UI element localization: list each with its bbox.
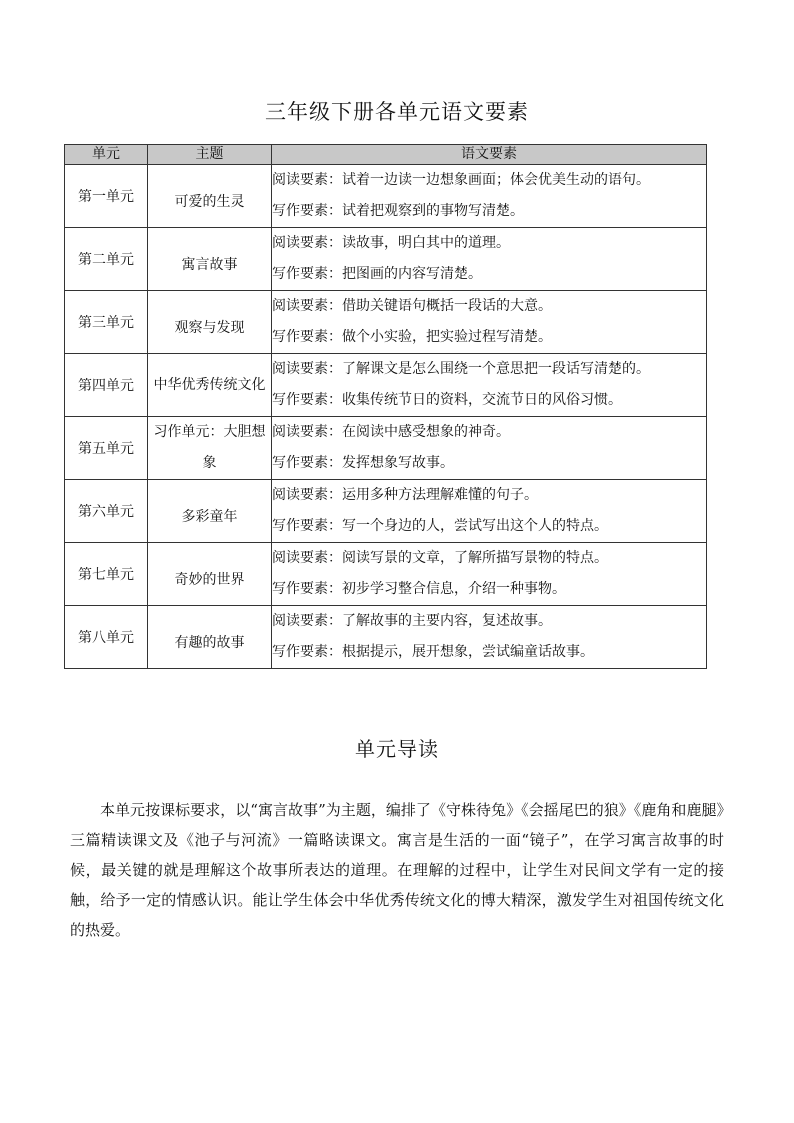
table-row (65, 417, 707, 480)
unit-theme-cell (148, 354, 272, 417)
unit-theme-cell (148, 228, 272, 291)
reading-requirement: 阅读要素：借助关键语句概括一段话的大意。 (272, 298, 552, 314)
table-row (65, 543, 707, 606)
table-row (65, 480, 707, 543)
unit-theme: 奇妙的世界 (174, 572, 245, 588)
unit-name: 第八单元 (65, 606, 148, 669)
writing-requirement: 写作要素：发挥想象写故事。 (272, 455, 454, 471)
unit-elements-cell (272, 228, 707, 291)
unit-name: 第七单元 (65, 543, 148, 606)
header-unit: 单元 (65, 145, 148, 165)
reading-requirement: 阅读要素：了解故事的主要内容，复述故事。 (272, 613, 552, 629)
unit-elements-cell (272, 165, 707, 228)
unit-elements-cell (272, 291, 707, 354)
unit-name: 第五单元 (65, 417, 148, 480)
unit-theme-cell (148, 291, 272, 354)
unit-theme: 中华优秀传统文化 (153, 376, 266, 393)
reading-requirement: 阅读要素：读故事，明白其中的道理。 (272, 235, 510, 251)
unit-theme-cell (148, 543, 272, 606)
unit-elements-cell (272, 543, 707, 606)
reading-requirement: 阅读要素：阅读写景的文章，了解所描写景物的特点。 (272, 550, 608, 566)
unit-theme: 有趣的故事 (174, 635, 245, 651)
unit-elements-cell (272, 606, 707, 669)
writing-requirement: 写作要素：初步学习整合信息，介绍一种事物。 (272, 581, 566, 597)
unit-theme: 寓言故事 (181, 257, 238, 273)
table-row (65, 165, 707, 228)
unit-elements-table (64, 144, 707, 669)
unit-theme: 习作单元：大胆想象 (153, 424, 266, 471)
table-row (65, 291, 707, 354)
unit-theme: 观察与发现 (174, 320, 245, 336)
unit-theme-cell (148, 165, 272, 228)
unit-elements-cell (272, 480, 707, 543)
writing-requirement: 写作要素：试着把观察到的事物写清楚。 (272, 203, 524, 219)
unit-theme-cell (148, 606, 272, 669)
header-theme: 主题 (148, 145, 272, 165)
unit-name: 第六单元 (65, 480, 148, 543)
reading-requirement: 阅读要素：运用多种方法理解难懂的句子。 (272, 487, 538, 503)
unit-theme-cell (148, 417, 272, 480)
unit-theme-cell (148, 480, 272, 543)
table-row (65, 606, 707, 669)
reading-requirement: 阅读要素：在阅读中感受想象的神奇。 (272, 424, 510, 440)
table-row (65, 354, 707, 417)
header-elements: 语文要素 (272, 145, 707, 165)
unit-elements-cell (272, 354, 707, 417)
intro-paragraph: 本单元按课标要求，以“寓言故事”为主题，编排了《守株待兔》《会摇尾巴的狼》《鹿角和鹿腿》三篇精读课文及《池子与河流》一篇略读课文。寓言是生活的一面“镜子”，在学习寓言故事的时候，最关键的就是理解这个故事所表达的道理。在理解的过程中，让学生对民间文学有一定的接触，给予一定的情感认识。能让学生体会中华优秀传统文化的博大精深，激发学生对祖国传统文化的热爱。 (70, 801, 724, 939)
writing-requirement: 写作要素：写一个身边的人，尝试写出这个人的特点。 (272, 518, 608, 534)
table-body (65, 165, 707, 669)
unit-name: 第一单元 (65, 165, 148, 228)
table-row (65, 228, 707, 291)
unit-name: 第二单元 (65, 228, 148, 291)
unit-elements-cell (272, 417, 707, 480)
page-title: 三年级下册各单元语文要素 (265, 100, 529, 124)
unit-theme: 多彩童年 (181, 509, 238, 525)
unit-theme: 可爱的生灵 (174, 194, 245, 210)
writing-requirement: 写作要素：根据提示，展开想象，尝试编童话故事。 (272, 644, 594, 660)
reading-requirement: 阅读要素：了解课文是怎么围绕一个意思把一段话写清楚的。 (272, 361, 650, 377)
unit-name: 第三单元 (65, 291, 148, 354)
writing-requirement: 写作要素：做个小实验，把实验过程写清楚。 (272, 329, 552, 345)
reading-requirement: 阅读要素：试着一边读一边想象画面；体会优美生动的语句。 (272, 172, 650, 188)
writing-requirement: 写作要素：把图画的内容写清楚。 (272, 266, 482, 282)
section-title: 单元导读 (355, 737, 439, 761)
writing-requirement: 写作要素：收集传统节日的资料，交流节日的风俗习惯。 (272, 392, 622, 408)
unit-name: 第四单元 (65, 354, 148, 417)
table-header-row (65, 145, 707, 165)
